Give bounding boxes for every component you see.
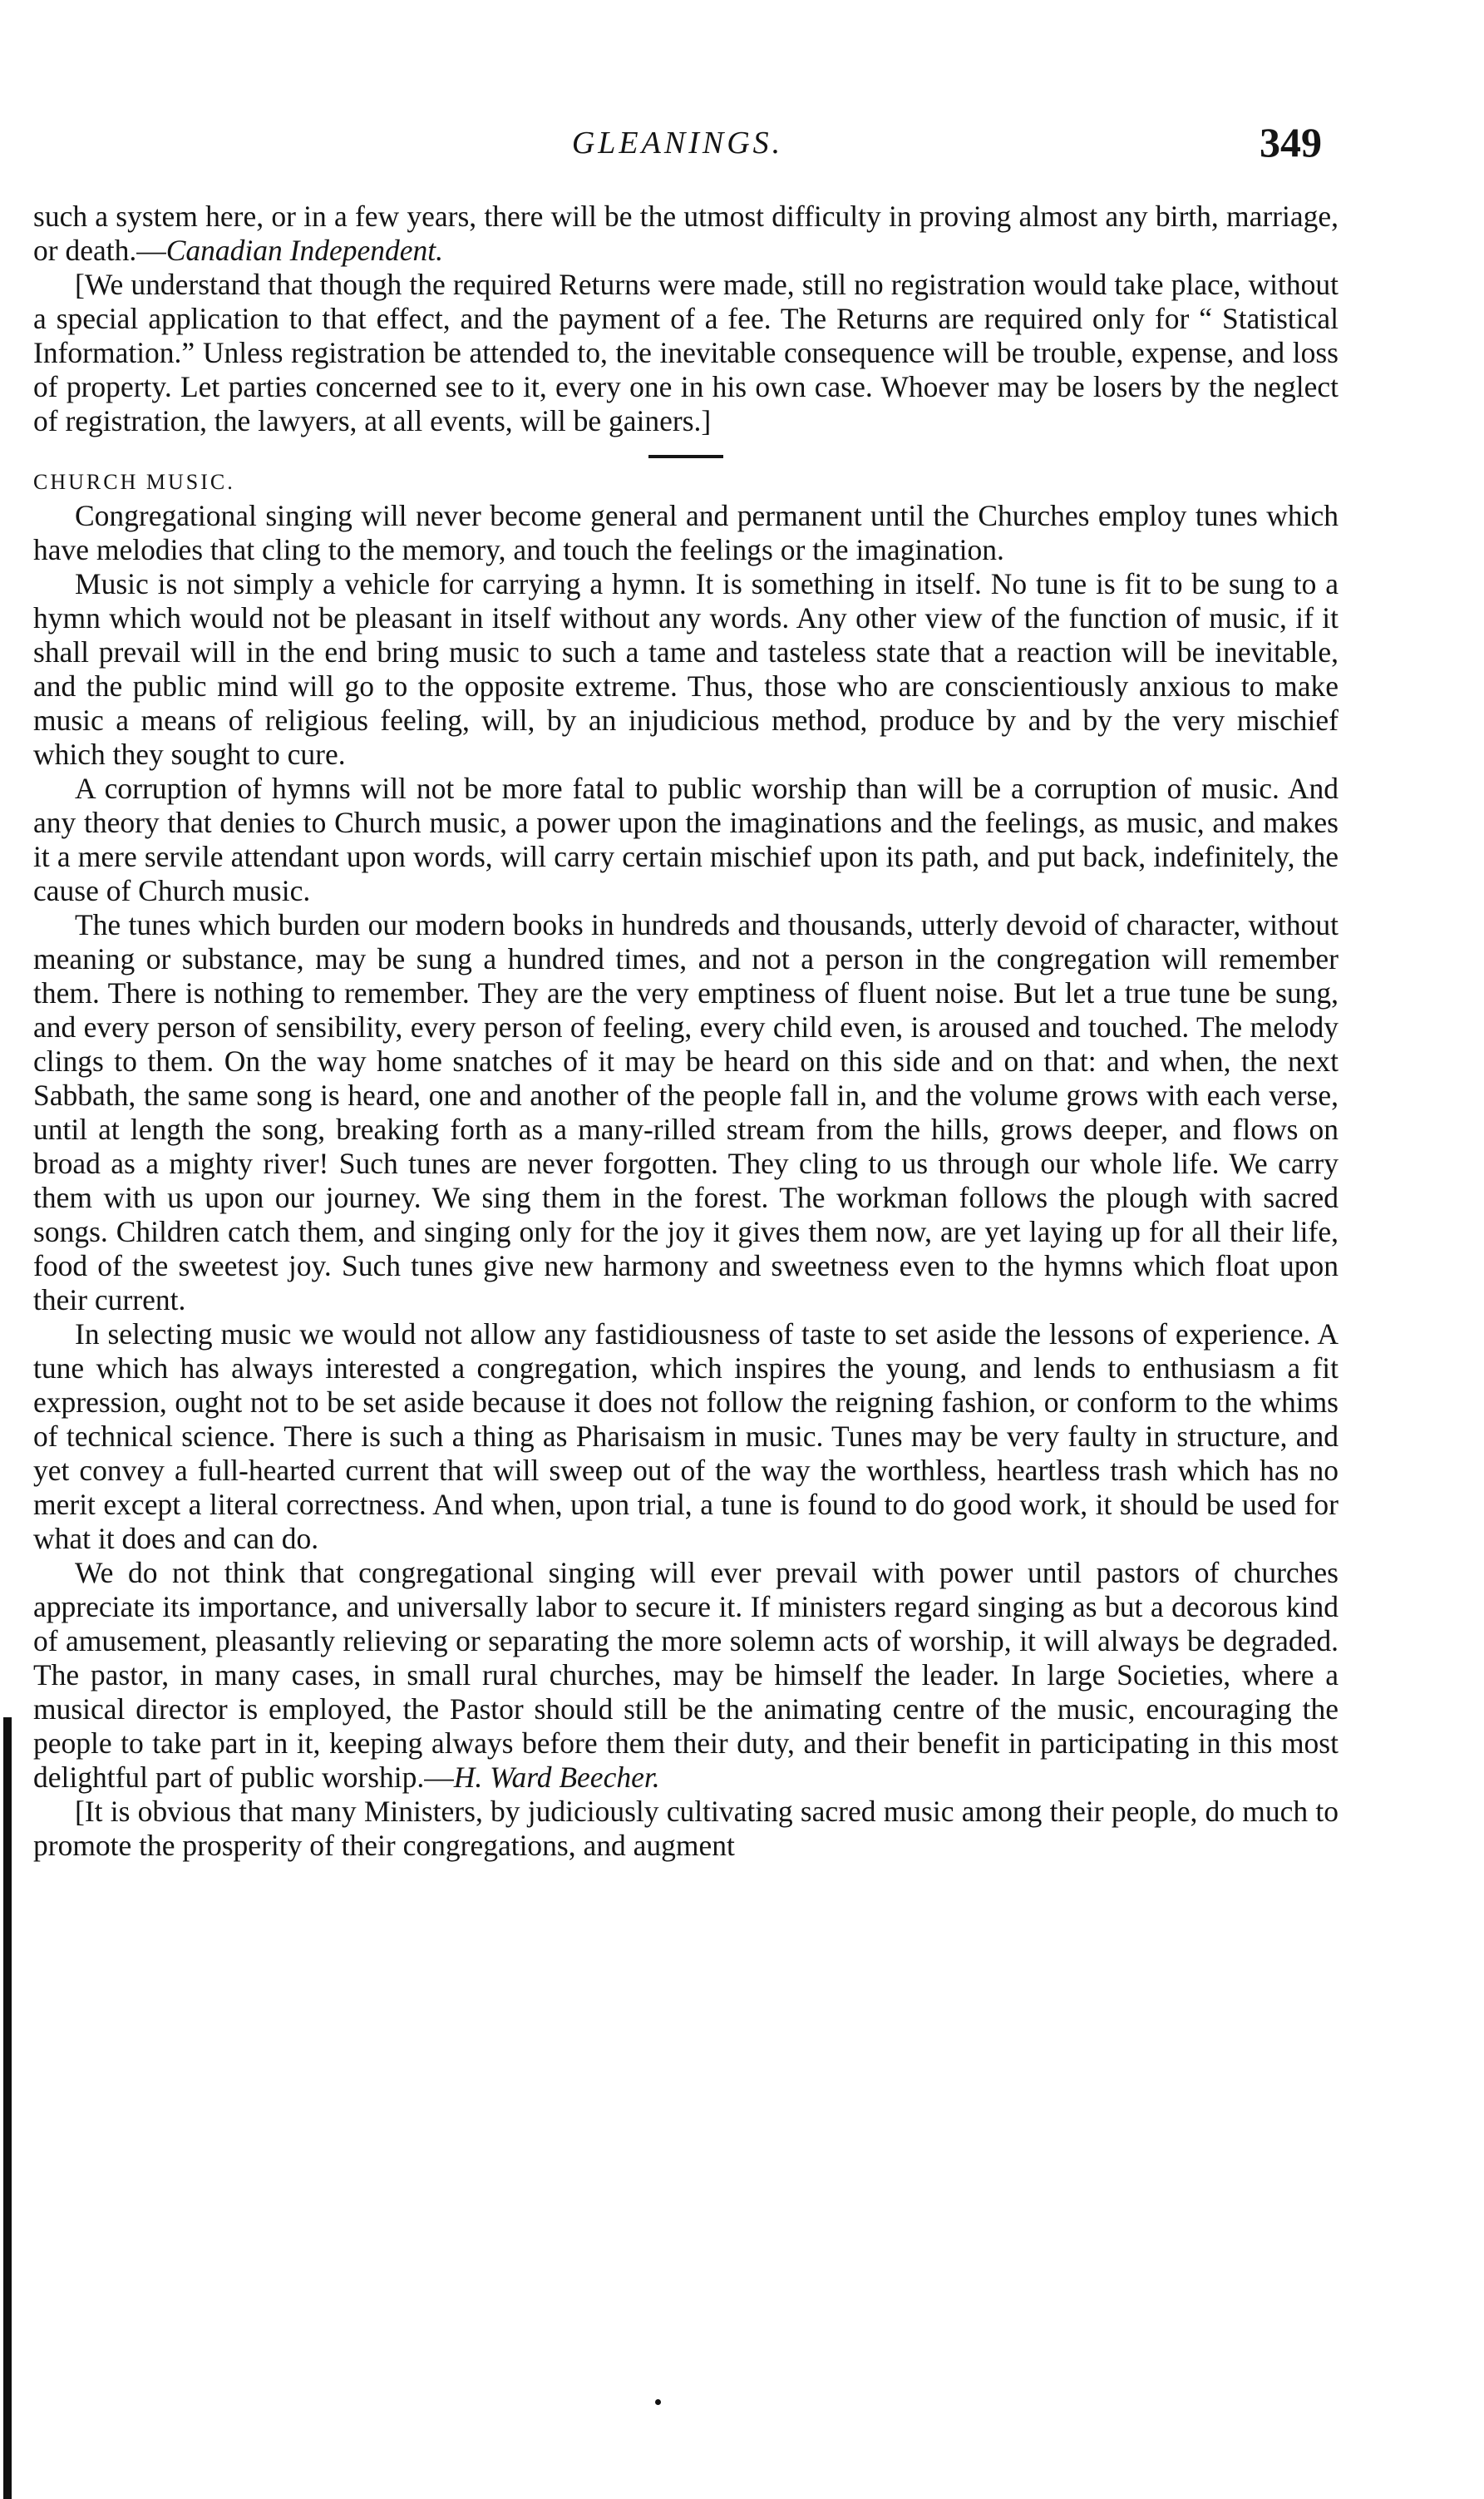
author-attribution: H. Ward Beecher. xyxy=(453,1761,660,1794)
scan-speck xyxy=(655,2399,661,2405)
running-title: GLEANINGS. xyxy=(571,126,784,161)
body-text xyxy=(33,200,1339,1863)
scan-margin-bar xyxy=(3,1717,12,2499)
page-header xyxy=(33,119,1322,175)
article-paragraph: The tunes which burden our modern books in hundreds and thousands, utterly devoid of character, without meaning or substance, may be sung a hundred times, and not a person in the congregation will remember them. There is nothing to remember. They are the very emptiness of fluent noise. But let a true tune be sung, and every person of sensibility, every person of feeling, every child even, is aroused and touched. The melody clings to them. On the way home snatches of it may be heard on this side and on that: and when, the next Sabbath, the same song is heard, one and another of the people fall in, and the volume grows with each verse, until at length the song, breaking forth as a many-rilled stream from the hills, grows deeper, and flows on broad as a mighty river! Such tunes are never forgotten. They cling to us through our whole life. We carry them with us upon our journey. We sing them in the forest. The workman follows the plough with sacred songs. Children catch them, and singing only for the joy it gives them now, are yet laying up for all their life, food of the sweetest joy. Such tunes give new harmony and sweetness even to the hymns which float upon their current. xyxy=(33,908,1339,1316)
section-divider xyxy=(648,455,723,458)
closing-text: We do not think that congregational singing will ever prevail with power until pastors of churches appreciate its importance, and universally labor to secure it. If ministers regard singing as but a decorous kind of amusement, pleasantly relieving or separating the more solemn acts of worship, it will always be degraded. The pastor, in many cases, in small rural churches, may be himself the leader. In large Societies, where a musical director is employed, the Pastor should still be the animating centre of the music, encouraging the people to take part in it, keeping always before them their duty, and their benefit in participating in this most delightful part of public worship.— xyxy=(33,1556,1339,1794)
continued-paragraph xyxy=(33,200,1339,268)
article-paragraph: Music is not simply a vehicle for carrying a hymn. It is something in itself. No tune is fit to be sung to a hymn which would not be pleasant in itself without any words. Any other view of the function of music, if it shall prevail will in the end bring music to such a tame and tasteless state that a reaction will be inevitable, and the public mind will go to the opposite extreme. Thus, those who are conscientiously anxious to make music a means of religious feeling, will, by an injudicious method, produce by and by the very mischief which they sought to cure. xyxy=(33,567,1339,771)
article-paragraph: In selecting music we would not allow any fastidiousness of taste to set aside the lessons of experience. A tune which has always interested a congregation, which inspires the young, and lends to enthusiasm a fit expression, ought not to be set aside because it does not follow the reigning fashion, or conform to the whims of technical science. There is such a thing as Pharisaism in music. Tunes may be very faulty in structure, and yet convey a full-hearted current that will sweep out of the way the worthless, heartless trash which has no merit except a literal correctness. And when, upon trial, a tune is found to do good work, it should be used for what it does and can do. xyxy=(33,1317,1339,1555)
article-paragraph: A corruption of hymns will not be more fatal to public worship than will be a corruption of music. And any theory that denies to Church music, a power upon the imaginations and the feelings, as music, and makes it a mere servile attendant upon words, will carry certain mischief upon its path, and put back, indefinitely, the cause of Church music. xyxy=(33,772,1339,907)
page-number: 349 xyxy=(1260,119,1322,165)
editorial-note: [We understand that though the required Returns were made, still no registration would take place, without a special application to that effect, and the payment of a fee. The Returns are required only for “ Statistical Information.” Unless registration be attended to, the inevitable consequence will be trouble, expense, and loss of property. Let parties concerned see to it, every one in his own case. Whoever may be losers by the neglect of registration, the lawyers, at all events, will be gainers.] xyxy=(33,268,1339,437)
final-editorial-note: [It is obvious that many Ministers, by judiciously cultivating sacred music among their people, do much to promote the prosperity of their congregations, and augment xyxy=(33,1795,1339,1862)
continued-text: such a system here, or in a few years, there will be the utmost difficulty in proving almost any birth, marriage, or death.— xyxy=(33,200,1339,267)
section-title: CHURCH MUSIC. xyxy=(33,470,235,494)
closing-paragraph xyxy=(33,1556,1339,1795)
source-citation: Canadian Independent. xyxy=(165,234,443,267)
article-paragraph: Congregational singing will never become general and permanent until the Churches employ tunes which have melodies that cling to the memory, and touch the feelings or the imagination. xyxy=(33,499,1339,566)
